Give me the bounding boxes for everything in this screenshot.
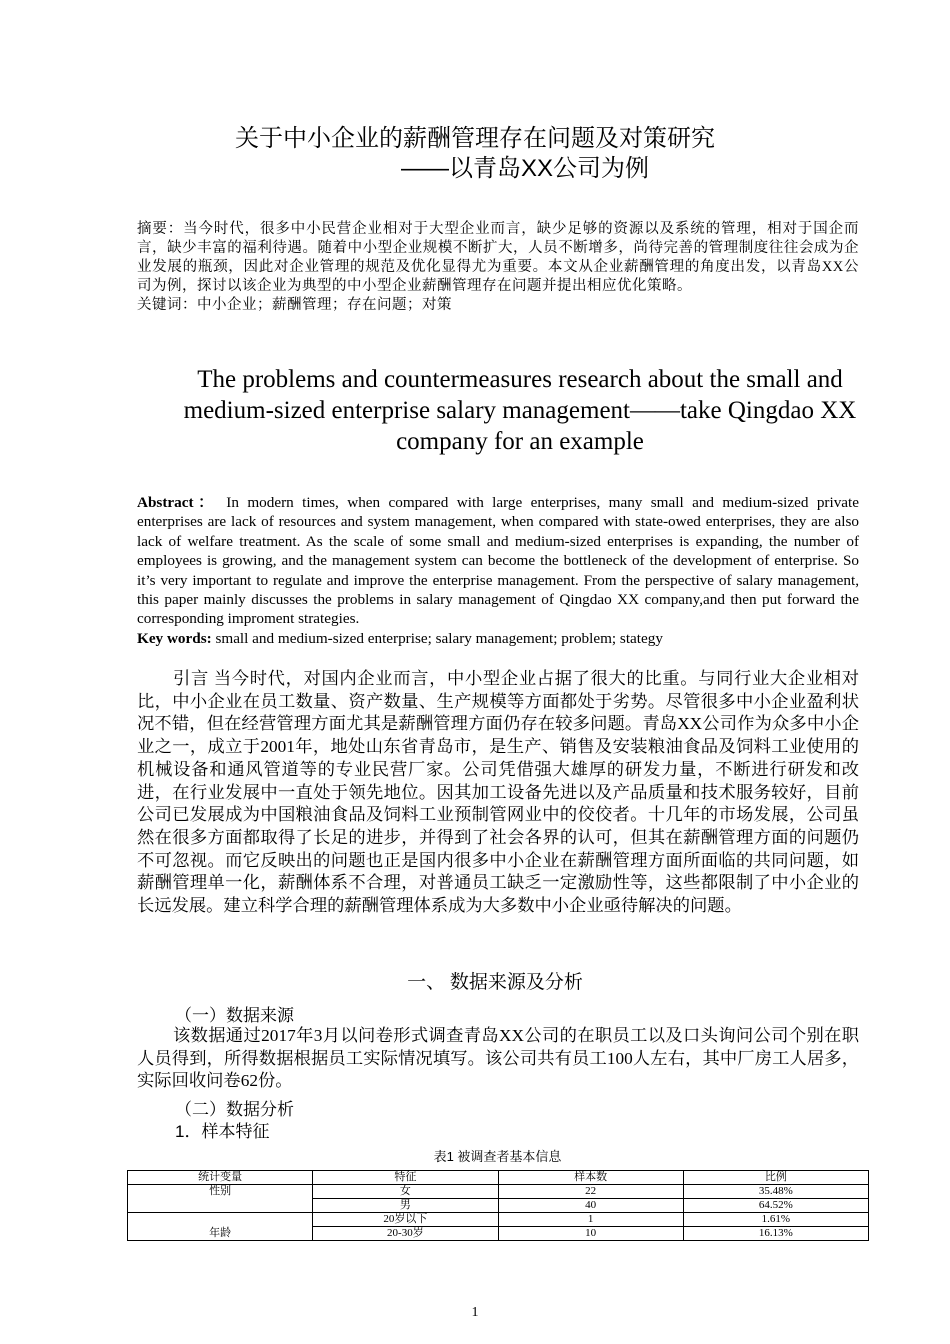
subheading-sample: 1．样本特征	[175, 1122, 270, 1141]
keywords-en-label: Key words:	[137, 629, 212, 647]
header-cell: 特征	[313, 1171, 498, 1185]
abstract-text: 当今时代，很多中小民营企业相对于大型企业而言，缺少足够的资源以及系统的管理，相对于国企而言，缺少丰富的福利待遇。随着中小型企业规模不断扩大，人员不断增多，尚待完善的管理制度往往会成为企业发展的瓶颈，因此对企业管理的规范及优化显得尤为重要。本文从企业薪酬管理的角度出发，以青岛XX公司为例，探讨以该企业为典型的中小型企业薪酬管理存在问题并提出相应优化策略。	[137, 221, 859, 294]
table-caption: 表1 被调查者基本信息	[433, 1149, 562, 1164]
section-heading: 一、 数据来源及分析	[407, 972, 583, 993]
cell-pct: 16.13%	[683, 1227, 868, 1241]
keywords-en-text: small and medium-sized enterprise; salary management; problem; stategy	[211, 629, 663, 647]
table-row	[128, 1185, 869, 1199]
subheading-data-source: （一）数据来源	[175, 1006, 294, 1025]
cell-var: 性别	[128, 1185, 313, 1213]
english-abstract	[137, 493, 859, 648]
cell-feature: 20-30岁	[313, 1227, 498, 1241]
introduction-paragraph: 引言 当今时代，对国内企业而言，中小型企业占据了很大的比重。与同行业大企业相对比，中小企业在员工数量、资产数量、生产规模等方面都处于劣势。尽管很多中小企业盈利状况不错，但在经营管理方面尤其是薪酬管理方面仍存在较多问题。青岛XX公司作为众多中小企业之一，成立于2001年，地处山东省青岛市，是生产、销售及安装粮油食品及饲料工业使用的机械设备和通风管道等的专业民营厂家。公司凭借强大雄厚的研发力量，不断进行研发和改进，在行业发展中一直处于领先地位。因其加工设备先进以及产品质量和技术服务较好，目前公司已发展成为中国粮油食品及饲料工业预制管网业中的佼佼者。十几年的市场发展，公司虽然在很多方面都取得了长足的进步，并得到了社会各界的认可，但其在薪酬管理方面的问题仍不可忽视。而它反映出的问题也正是国内很多中小企业在薪酬管理方面所面临的共同问题，如薪酬管理单一化，薪酬体系不合理，对普通员工缺乏一定激励性等，这些都限制了中小企业的长远发展。建立科学合理的薪酬管理体系成为大多数中小企业亟待解决的问题。	[137, 669, 859, 916]
respondent-table	[127, 1170, 869, 1241]
chinese-title	[0, 124, 950, 184]
english-title: The problems and countermeasures research about the small and medium-sized enterprise salary management——take Qingdao XX company for an example	[183, 366, 857, 455]
cell-var: 年龄	[128, 1213, 313, 1241]
cell-n: 1	[498, 1213, 683, 1227]
cell-n: 40	[498, 1199, 683, 1213]
data-source-paragraph: 该数据通过2017年3月以问卷形式调查青岛XX公司的在职员工以及口头询问公司个别在职人员得到，所得数据根据员工实际情况填写。该公司共有员工100人左右，其中厂房工人居多，实际回收问卷62份。	[137, 1026, 859, 1091]
abstract-label: 摘要：	[137, 221, 184, 237]
cell-n: 22	[498, 1185, 683, 1199]
abstract-en-text: In modern times, when compared with large enterprises, many small and medium-sized private enterprises are lack of resources and system management, when compared with state-owed enterprises, they are also lack of welfare treatment. As the scale of some small and medium-sized enterprises is expanding, the number of employees is growing, and the management system can become the bottleneck of the development of enterprise. So it’s very important to regulate and improve the enterprise management. From the perspective of salary management, this paper mainly discusses the problems in salary management of Qingdao XX company,and then put forward the corresponding improment strategies.	[137, 494, 859, 628]
header-cell: 比例	[683, 1171, 868, 1185]
abstract-en-label: Abstract：	[137, 494, 218, 511]
keywords-label: 关键词：	[137, 297, 197, 313]
page-number: 1	[471, 1305, 479, 1320]
cell-feature: 20岁以下	[313, 1213, 498, 1227]
cell-pct: 35.48%	[683, 1185, 868, 1199]
title-line-2: ——以青岛XX公司为例	[400, 155, 649, 182]
cell-feature: 女	[313, 1185, 498, 1199]
cell-pct: 64.52%	[683, 1199, 868, 1213]
subheading-data-analysis: （二）数据分析	[175, 1100, 294, 1119]
cell-pct: 1.61%	[683, 1213, 868, 1227]
table-row	[128, 1213, 869, 1227]
title-line-1: 关于中小企业的薪酬管理存在问题及对策研究	[235, 125, 715, 152]
keywords-text: 中小企业；薪酬管理；存在问题；对策	[197, 297, 452, 313]
cell-feature: 男	[313, 1199, 498, 1213]
chinese-abstract	[137, 220, 859, 315]
header-cell: 统计变量	[128, 1171, 313, 1185]
header-cell: 样本数	[498, 1171, 683, 1185]
table-header	[128, 1171, 869, 1185]
cell-n: 10	[498, 1227, 683, 1241]
